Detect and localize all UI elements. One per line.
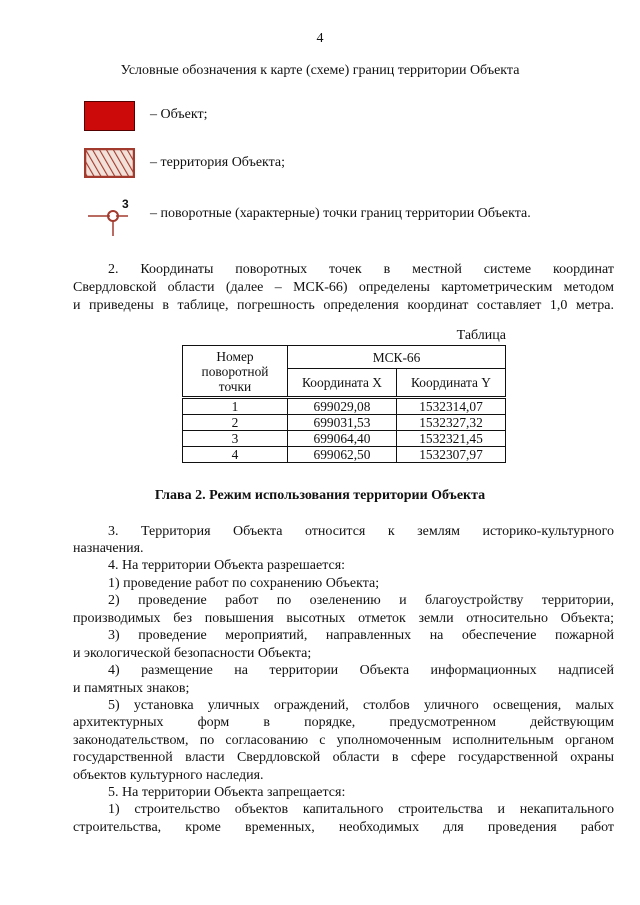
row-y: 1532327,32 [397,415,506,431]
section2-line-3: и приведены в таблице, погрешность определения координат составляет 1,0 метра. [73,298,614,313]
chapter2-line-11: 5) установка уличных ограждений, столбов уличного освещения, малых [108,698,614,713]
chapter2-line-9: 4) размещение на территории Объекта информационных надписей [108,663,614,678]
chapter2-line-4: 1) проведение работ по сохранению Объекта; [108,576,380,591]
row-x: 699031,53 [288,415,397,431]
header-system: МСК-66 [288,346,506,369]
row-number: 1 [183,398,288,415]
table-row [183,415,506,431]
header-point-number: Номер поворотной точки [183,346,288,398]
row-x: 699029,08 [288,398,397,415]
legend-item-point: – поворотные (характерные) точки границ территории Объекта. [150,206,531,221]
row-x: 699062,50 [288,447,397,463]
row-y: 1532307,97 [397,447,506,463]
row-number: 2 [183,415,288,431]
table-row [183,431,506,447]
red-filled-rectangle-icon [84,101,135,131]
row-x: 699064,40 [288,431,397,447]
row-y: 1532321,45 [397,431,506,447]
point-number-label: 3 [122,197,129,211]
row-number: 3 [183,431,288,447]
chapter2-line-17: 1) строительство объектов капитального строительства и некапитального [108,802,614,817]
chapter2-line-12: архитектурных форм в порядке, предусмотренном действующим [73,715,614,730]
chapter2-line-8: и экологической безопасности Объекта; [73,646,312,661]
chapter2-line-10: и памятных знаков; [73,681,190,696]
legend-item-territory: – территория Объекта; [150,155,286,170]
chapter2-line-2: назначения. [73,541,144,556]
page-number: 4 [316,31,324,46]
header-x: Координата X [288,369,397,398]
table-row [183,398,506,415]
header-y: Координата Y [397,369,506,398]
chapter2-line-16: 5. На территории Объекта запрещается: [108,785,346,800]
chapter2-line-15: объектов культурного наследия. [73,768,264,783]
table-caption: Таблица [456,328,506,343]
chapter2-line-14: государственной власти Свердловской области в сфере государственной охраны [73,750,614,765]
coordinates-table [182,345,506,463]
chapter2-line-18: строительства, кроме временных, необходимых для проведения работ [73,820,614,835]
chapter2-line-5: 2) проведение работ по озеленению и благоустройству территории, [108,593,614,608]
section2-line-2: Свердловской области (далее – МСК-66) определены картометрическим методом [73,280,614,295]
chapter2-line-6: производимых без повышения высотных отметок земли относительно Объекта; [73,611,614,626]
section2-line-1: 2. Координаты поворотных точек в местной системе координат [108,262,614,277]
chapter2-line-7: 3) проведение мероприятий, направленных на обеспечение пожарной [108,628,614,643]
chapter-title: Глава 2. Режим использования территории Объекта [154,488,486,503]
legend-item-object: – Объект; [150,107,208,122]
chapter2-line-3: 4. На территории Объекта разрешается: [108,558,346,573]
turning-point-icon [88,196,138,236]
legend-title: Условные обозначения к карте (схеме) границ территории Объекта [120,63,520,78]
table-row [183,447,506,463]
row-number: 4 [183,447,288,463]
hatched-rectangle-icon [84,148,135,178]
row-y: 1532314,07 [397,398,506,415]
chapter2-line-13: законодательством, по согласованию с уполномоченным исполнительным органом [73,733,614,748]
chapter2-line-1: 3. Территория Объекта относится к землям историко-культурного [108,524,614,539]
